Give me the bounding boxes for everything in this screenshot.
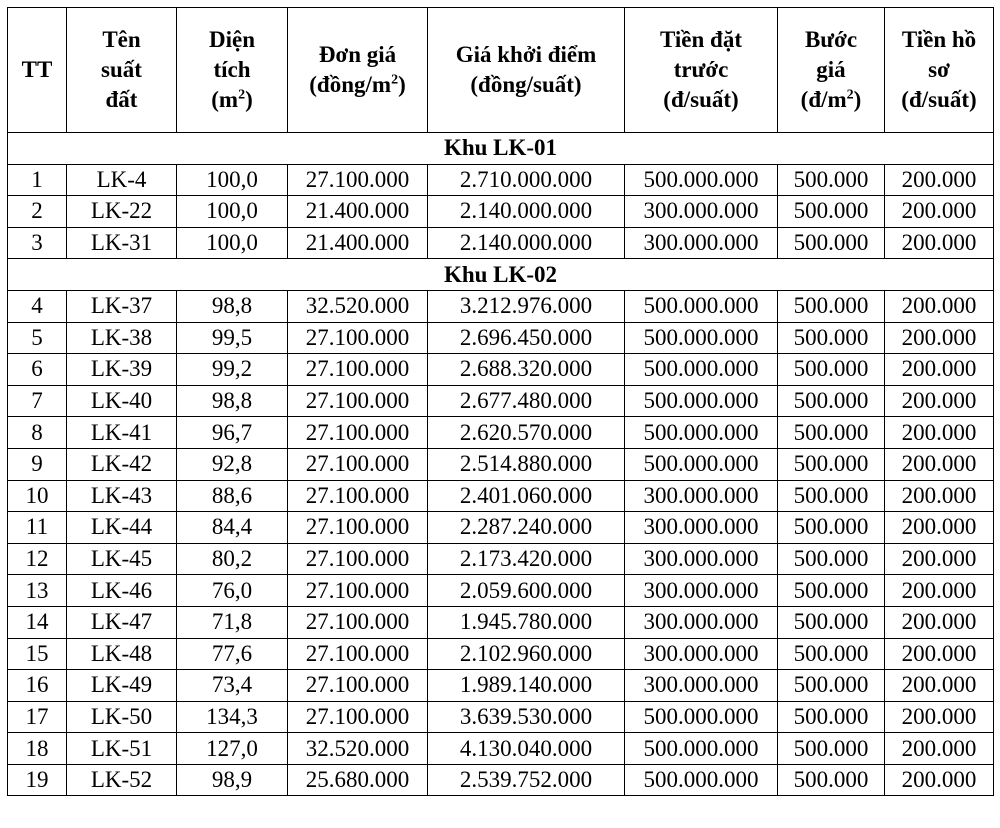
cell-name: LK-52 — [67, 764, 177, 796]
header-start-price — [428, 8, 625, 133]
cell-step: 500.000 — [778, 512, 885, 544]
cell-unit-price: 25.680.000 — [288, 764, 428, 796]
cell-fee: 200.000 — [885, 385, 994, 417]
cell-step: 500.000 — [778, 638, 885, 670]
cell-start-price: 2.696.450.000 — [428, 322, 625, 354]
cell-step: 500.000 — [778, 164, 885, 196]
table-row — [8, 575, 994, 607]
cell-unit-price: 27.100.000 — [288, 670, 428, 702]
cell-step: 500.000 — [778, 354, 885, 386]
cell-start-price: 2.620.570.000 — [428, 417, 625, 449]
table-row — [8, 701, 994, 733]
cell-area: 98,8 — [177, 290, 288, 322]
cell-tt: 14 — [8, 606, 67, 638]
cell-tt: 12 — [8, 543, 67, 575]
cell-step: 500.000 — [778, 227, 885, 259]
cell-name: LK-51 — [67, 733, 177, 765]
cell-deposit: 300.000.000 — [625, 543, 778, 575]
header-dossier-fee-line: Tiền hồ — [901, 27, 977, 52]
cell-tt: 13 — [8, 575, 67, 607]
header-lot-name — [67, 8, 177, 133]
header-start-price-line: Giá khởi điểm — [455, 42, 597, 67]
cell-deposit: 500.000.000 — [625, 701, 778, 733]
table-row — [8, 670, 994, 702]
cell-unit-price: 27.100.000 — [288, 448, 428, 480]
header-area-line: tích — [213, 57, 251, 82]
cell-area: 84,4 — [177, 512, 288, 544]
cell-tt: 16 — [8, 670, 67, 702]
cell-unit-price: 32.520.000 — [288, 290, 428, 322]
cell-step: 500.000 — [778, 322, 885, 354]
cell-deposit: 500.000.000 — [625, 164, 778, 196]
cell-step: 500.000 — [778, 196, 885, 228]
table-row — [8, 322, 994, 354]
table-row — [8, 290, 994, 322]
cell-fee: 200.000 — [885, 196, 994, 228]
cell-name: LK-47 — [67, 606, 177, 638]
header-unit-price-unit-close: ) — [398, 72, 406, 97]
cell-name: LK-49 — [67, 670, 177, 702]
cell-step: 500.000 — [778, 670, 885, 702]
cell-name: LK-41 — [67, 417, 177, 449]
cell-area: 76,0 — [177, 575, 288, 607]
group-row — [8, 133, 994, 165]
group-row — [8, 259, 994, 291]
cell-fee: 200.000 — [885, 764, 994, 796]
cell-fee: 200.000 — [885, 227, 994, 259]
cell-tt: 10 — [8, 480, 67, 512]
cell-step: 500.000 — [778, 290, 885, 322]
cell-start-price: 4.130.040.000 — [428, 733, 625, 765]
table-row — [8, 764, 994, 796]
cell-name: LK-40 — [67, 385, 177, 417]
auction-table — [7, 7, 994, 796]
cell-step: 500.000 — [778, 733, 885, 765]
cell-tt: 3 — [8, 227, 67, 259]
header-price-step-unit-close: ) — [853, 87, 862, 112]
header-dossier-fee-line: (đ/suất) — [901, 87, 977, 112]
group-title: Khu LK-01 — [8, 133, 994, 165]
header-row — [8, 8, 994, 133]
cell-area: 98,9 — [177, 764, 288, 796]
table-row — [8, 417, 994, 449]
cell-area: 73,4 — [177, 670, 288, 702]
cell-step: 500.000 — [778, 480, 885, 512]
cell-start-price: 2.140.000.000 — [428, 227, 625, 259]
header-unit-price-line: Đơn giá — [318, 42, 397, 67]
cell-deposit: 500.000.000 — [625, 290, 778, 322]
cell-tt: 18 — [8, 733, 67, 765]
cell-unit-price: 27.100.000 — [288, 512, 428, 544]
cell-area: 134,3 — [177, 701, 288, 733]
group-title: Khu LK-02 — [8, 259, 994, 291]
cell-start-price: 2.677.480.000 — [428, 385, 625, 417]
cell-name: LK-46 — [67, 575, 177, 607]
header-deposit-line: trước — [673, 57, 729, 82]
cell-start-price: 2.140.000.000 — [428, 196, 625, 228]
cell-tt: 2 — [8, 196, 67, 228]
header-lot-name-line: suất — [101, 57, 142, 82]
table-row — [8, 448, 994, 480]
table-row — [8, 512, 994, 544]
cell-name: LK-44 — [67, 512, 177, 544]
cell-fee: 200.000 — [885, 543, 994, 575]
cell-name: LK-31 — [67, 227, 177, 259]
cell-fee: 200.000 — [885, 417, 994, 449]
cell-start-price: 1.945.780.000 — [428, 606, 625, 638]
cell-unit-price: 27.100.000 — [288, 354, 428, 386]
cell-start-price: 2.688.320.000 — [428, 354, 625, 386]
cell-start-price: 2.287.240.000 — [428, 512, 625, 544]
cell-start-price: 2.059.600.000 — [428, 575, 625, 607]
cell-start-price: 2.173.420.000 — [428, 543, 625, 575]
cell-fee: 200.000 — [885, 512, 994, 544]
cell-step: 500.000 — [778, 764, 885, 796]
header-area-unit: (m — [211, 87, 239, 112]
cell-fee: 200.000 — [885, 354, 994, 386]
cell-name: LK-22 — [67, 196, 177, 228]
cell-area: 100,0 — [177, 164, 288, 196]
cell-unit-price: 27.100.000 — [288, 575, 428, 607]
cell-name: LK-39 — [67, 354, 177, 386]
header-dossier-fee-line: sơ — [928, 57, 950, 82]
cell-area: 96,7 — [177, 417, 288, 449]
cell-step: 500.000 — [778, 606, 885, 638]
cell-name: LK-43 — [67, 480, 177, 512]
table-row — [8, 606, 994, 638]
cell-deposit: 300.000.000 — [625, 512, 778, 544]
cell-fee: 200.000 — [885, 290, 994, 322]
cell-area: 80,2 — [177, 543, 288, 575]
cell-deposit: 500.000.000 — [625, 322, 778, 354]
header-area — [177, 8, 288, 133]
header-lot-name-line: đất — [105, 87, 138, 112]
cell-tt: 17 — [8, 701, 67, 733]
cell-unit-price: 27.100.000 — [288, 480, 428, 512]
cell-name: LK-4 — [67, 164, 177, 196]
cell-deposit: 500.000.000 — [625, 354, 778, 386]
header-unit-price-unit: (đồng/m — [309, 72, 392, 97]
cell-fee: 200.000 — [885, 606, 994, 638]
cell-unit-price: 21.400.000 — [288, 227, 428, 259]
cell-fee: 200.000 — [885, 575, 994, 607]
header-start-price-line: (đồng/suất) — [470, 72, 582, 97]
header-price-step — [778, 8, 885, 133]
cell-deposit: 300.000.000 — [625, 638, 778, 670]
cell-step: 500.000 — [778, 417, 885, 449]
cell-name: LK-37 — [67, 290, 177, 322]
cell-tt: 19 — [8, 764, 67, 796]
cell-deposit: 500.000.000 — [625, 764, 778, 796]
cell-area: 99,5 — [177, 322, 288, 354]
cell-deposit: 500.000.000 — [625, 448, 778, 480]
cell-tt: 7 — [8, 385, 67, 417]
table-row — [8, 227, 994, 259]
cell-unit-price: 27.100.000 — [288, 322, 428, 354]
cell-fee: 200.000 — [885, 733, 994, 765]
header-dossier-fee — [885, 8, 994, 133]
header-unit-price — [288, 8, 428, 133]
header-price-step-sup: 2 — [846, 87, 854, 103]
cell-unit-price: 27.100.000 — [288, 417, 428, 449]
table-row — [8, 354, 994, 386]
cell-name: LK-50 — [67, 701, 177, 733]
cell-step: 500.000 — [778, 575, 885, 607]
cell-unit-price: 27.100.000 — [288, 164, 428, 196]
cell-fee: 200.000 — [885, 701, 994, 733]
cell-unit-price: 27.100.000 — [288, 701, 428, 733]
cell-area: 127,0 — [177, 733, 288, 765]
cell-deposit: 500.000.000 — [625, 385, 778, 417]
cell-deposit: 300.000.000 — [625, 196, 778, 228]
cell-area: 77,6 — [177, 638, 288, 670]
cell-tt: 9 — [8, 448, 67, 480]
cell-tt: 15 — [8, 638, 67, 670]
cell-area: 98,8 — [177, 385, 288, 417]
table-body — [8, 133, 994, 796]
cell-unit-price: 21.400.000 — [288, 196, 428, 228]
cell-deposit: 500.000.000 — [625, 417, 778, 449]
cell-name: LK-48 — [67, 638, 177, 670]
cell-step: 500.000 — [778, 448, 885, 480]
cell-name: LK-45 — [67, 543, 177, 575]
cell-fee: 200.000 — [885, 670, 994, 702]
cell-unit-price: 27.100.000 — [288, 385, 428, 417]
cell-tt: 6 — [8, 354, 67, 386]
cell-fee: 200.000 — [885, 638, 994, 670]
header-deposit-line: Tiền đặt — [659, 27, 743, 52]
cell-unit-price: 27.100.000 — [288, 638, 428, 670]
cell-start-price: 2.514.880.000 — [428, 448, 625, 480]
table-row — [8, 480, 994, 512]
cell-fee: 200.000 — [885, 480, 994, 512]
cell-deposit: 300.000.000 — [625, 575, 778, 607]
cell-fee: 200.000 — [885, 322, 994, 354]
cell-deposit: 300.000.000 — [625, 606, 778, 638]
table-row — [8, 164, 994, 196]
table-row — [8, 385, 994, 417]
header-area-sup: 2 — [238, 87, 246, 103]
cell-deposit: 300.000.000 — [625, 670, 778, 702]
cell-start-price: 1.989.140.000 — [428, 670, 625, 702]
cell-tt: 5 — [8, 322, 67, 354]
cell-name: LK-42 — [67, 448, 177, 480]
cell-area: 100,0 — [177, 196, 288, 228]
cell-unit-price: 32.520.000 — [288, 733, 428, 765]
cell-tt: 8 — [8, 417, 67, 449]
cell-step: 500.000 — [778, 543, 885, 575]
header-tt — [8, 8, 67, 133]
header-tt-label: TT — [21, 57, 53, 82]
table-row — [8, 733, 994, 765]
header-deposit — [625, 8, 778, 133]
cell-start-price: 2.710.000.000 — [428, 164, 625, 196]
cell-name: LK-38 — [67, 322, 177, 354]
cell-area: 100,0 — [177, 227, 288, 259]
cell-area: 71,8 — [177, 606, 288, 638]
header-area-unit-close: ) — [245, 87, 253, 112]
cell-tt: 11 — [8, 512, 67, 544]
cell-area: 88,6 — [177, 480, 288, 512]
cell-tt: 1 — [8, 164, 67, 196]
header-unit-price-sup: 2 — [391, 72, 399, 88]
header-price-step-unit: (đ/m — [800, 87, 847, 112]
cell-unit-price: 27.100.000 — [288, 606, 428, 638]
header-price-step-line: Bước — [804, 27, 858, 52]
header-lot-name-line: Tên — [102, 27, 141, 52]
cell-start-price: 3.639.530.000 — [428, 701, 625, 733]
table-row — [8, 196, 994, 228]
cell-fee: 200.000 — [885, 448, 994, 480]
table-row — [8, 638, 994, 670]
cell-start-price: 2.539.752.000 — [428, 764, 625, 796]
cell-unit-price: 27.100.000 — [288, 543, 428, 575]
header-deposit-line: (đ/suất) — [663, 87, 739, 112]
table-row — [8, 543, 994, 575]
cell-start-price: 3.212.976.000 — [428, 290, 625, 322]
cell-area: 92,8 — [177, 448, 288, 480]
cell-tt: 4 — [8, 290, 67, 322]
cell-start-price: 2.102.960.000 — [428, 638, 625, 670]
cell-deposit: 500.000.000 — [625, 733, 778, 765]
cell-fee: 200.000 — [885, 164, 994, 196]
cell-area: 99,2 — [177, 354, 288, 386]
document-page — [7, 7, 994, 796]
cell-deposit: 300.000.000 — [625, 227, 778, 259]
cell-step: 500.000 — [778, 385, 885, 417]
cell-deposit: 300.000.000 — [625, 480, 778, 512]
cell-start-price: 2.401.060.000 — [428, 480, 625, 512]
header-price-step-line: giá — [816, 57, 846, 82]
header-area-line: Diện — [209, 27, 255, 52]
cell-step: 500.000 — [778, 701, 885, 733]
